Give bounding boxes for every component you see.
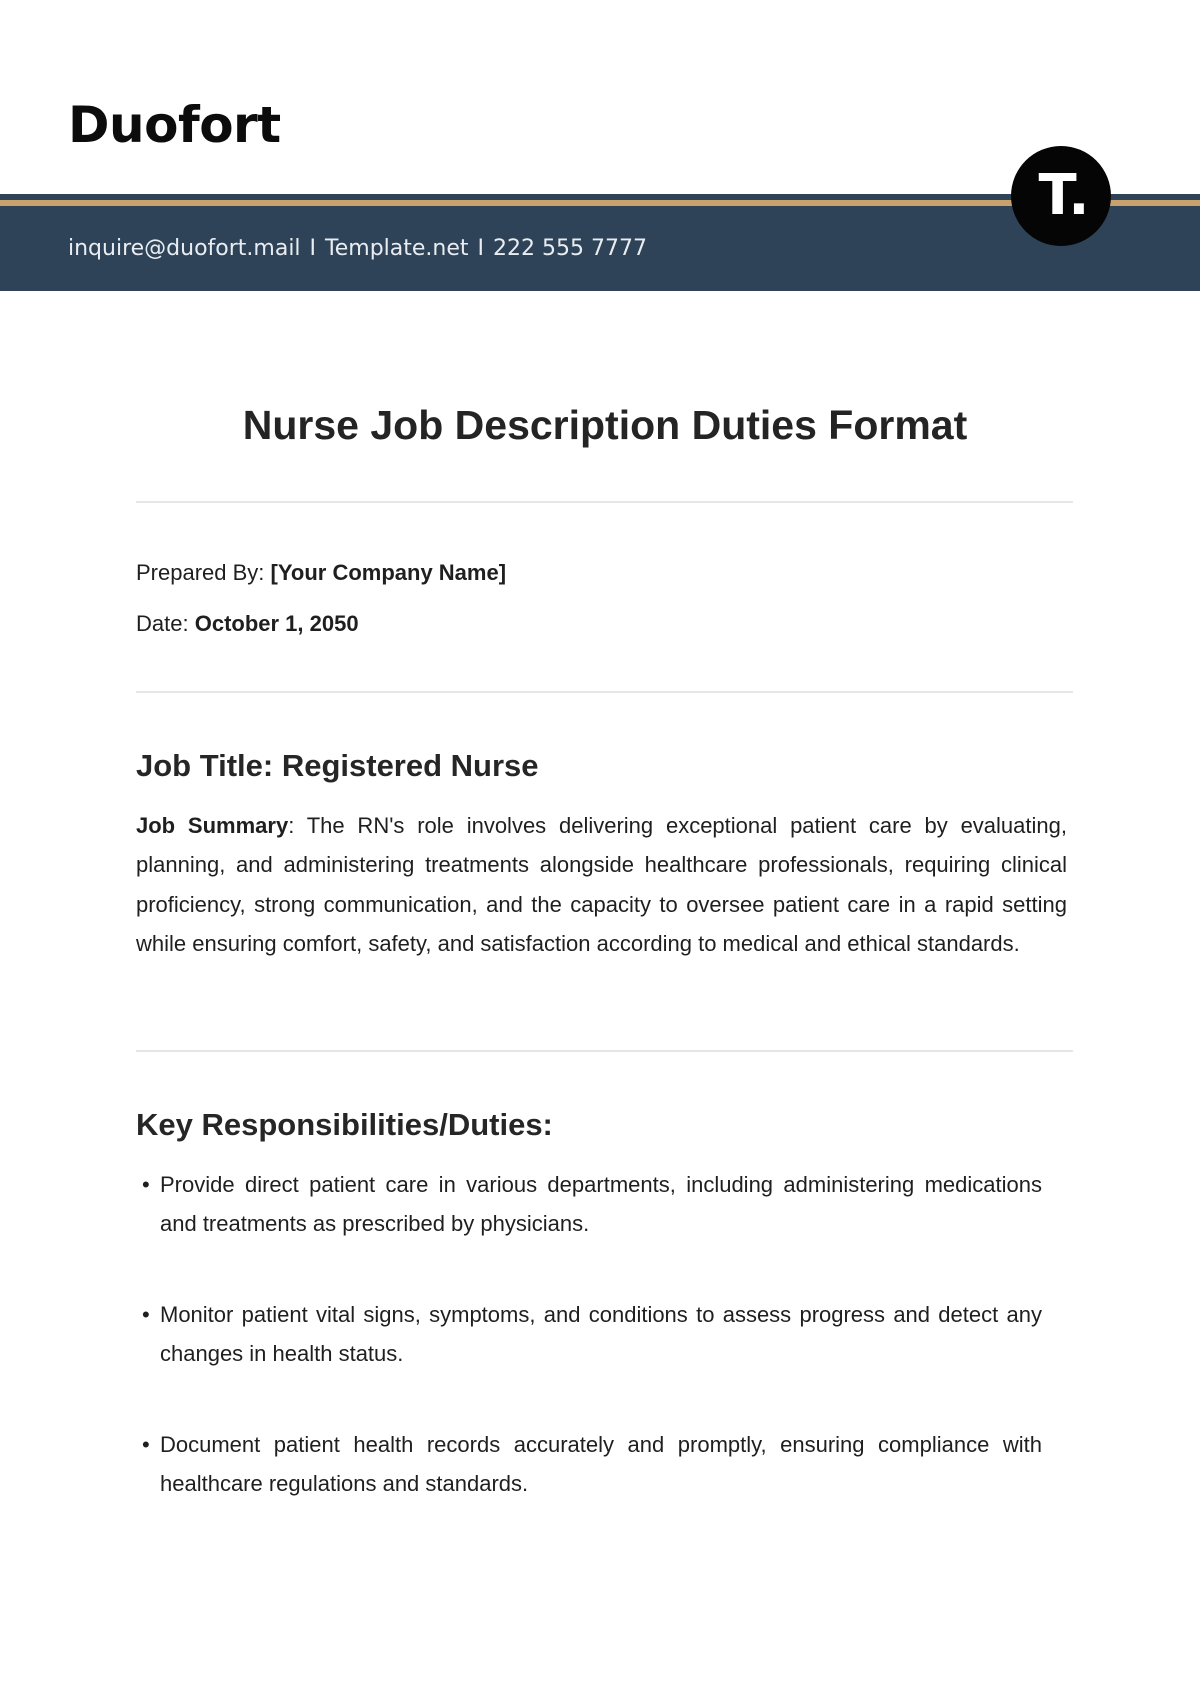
contact-separator: I bbox=[309, 236, 317, 261]
divider bbox=[136, 691, 1073, 693]
list-item-text: Monitor patient vital signs, symptoms, and conditions to assess progress and detect any changes in health status. bbox=[160, 1302, 1042, 1367]
list-item bbox=[142, 1165, 1042, 1244]
date-line bbox=[136, 611, 359, 637]
page-title: Nurse Job Description Duties Format bbox=[242, 402, 968, 448]
job-summary-text: : The RN's role involves delivering exceptional patient care by evaluating, planning, and administering treatments alongside healthcare professionals, requiring clinical proficiency, strong communication, and the capacity to oversee patient care in a rapid setting while ensuring comfort, safety, and satisfaction according to medical and ethical standards. bbox=[136, 813, 1067, 957]
responsibilities-heading: Key Responsibilities/Duties: bbox=[136, 1107, 553, 1142]
contact-line bbox=[68, 236, 647, 261]
job-summary bbox=[136, 806, 1067, 964]
template-logo-icon bbox=[1011, 146, 1111, 246]
list-item-text: Document patient health records accurately and promptly, ensuring compliance with healthcare regulations and standards. bbox=[160, 1432, 1042, 1497]
logo-letter: T. bbox=[1038, 163, 1090, 228]
date-label: Date: bbox=[136, 611, 189, 636]
prepared-by-label: Prepared By: bbox=[136, 560, 265, 585]
contact-website[interactable]: Template.net bbox=[325, 236, 469, 261]
list-item bbox=[142, 1425, 1042, 1504]
contact-phone[interactable]: 222 555 7777 bbox=[493, 236, 647, 261]
date-value: October 1, 2050 bbox=[194, 611, 359, 636]
job-summary-label: Job Summary bbox=[136, 813, 289, 838]
list-item-text: Provide direct patient care in various departments, including administering medications and treatments as prescribed by physicians. bbox=[160, 1172, 1042, 1237]
contact-separator: I bbox=[477, 236, 485, 261]
bullet-icon: • bbox=[142, 1302, 150, 1327]
prepared-by-line bbox=[136, 560, 506, 586]
list-item bbox=[142, 1295, 1042, 1374]
bullet-icon: • bbox=[142, 1172, 150, 1197]
divider bbox=[136, 1050, 1073, 1052]
bullet-icon: • bbox=[142, 1432, 150, 1457]
company-name: Duofort bbox=[68, 96, 281, 154]
contact-email[interactable]: inquire@duofort.mail bbox=[68, 236, 301, 261]
divider bbox=[136, 501, 1073, 503]
job-title-heading: Job Title: Registered Nurse bbox=[136, 748, 539, 783]
prepared-by-value: [Your Company Name] bbox=[270, 560, 507, 585]
